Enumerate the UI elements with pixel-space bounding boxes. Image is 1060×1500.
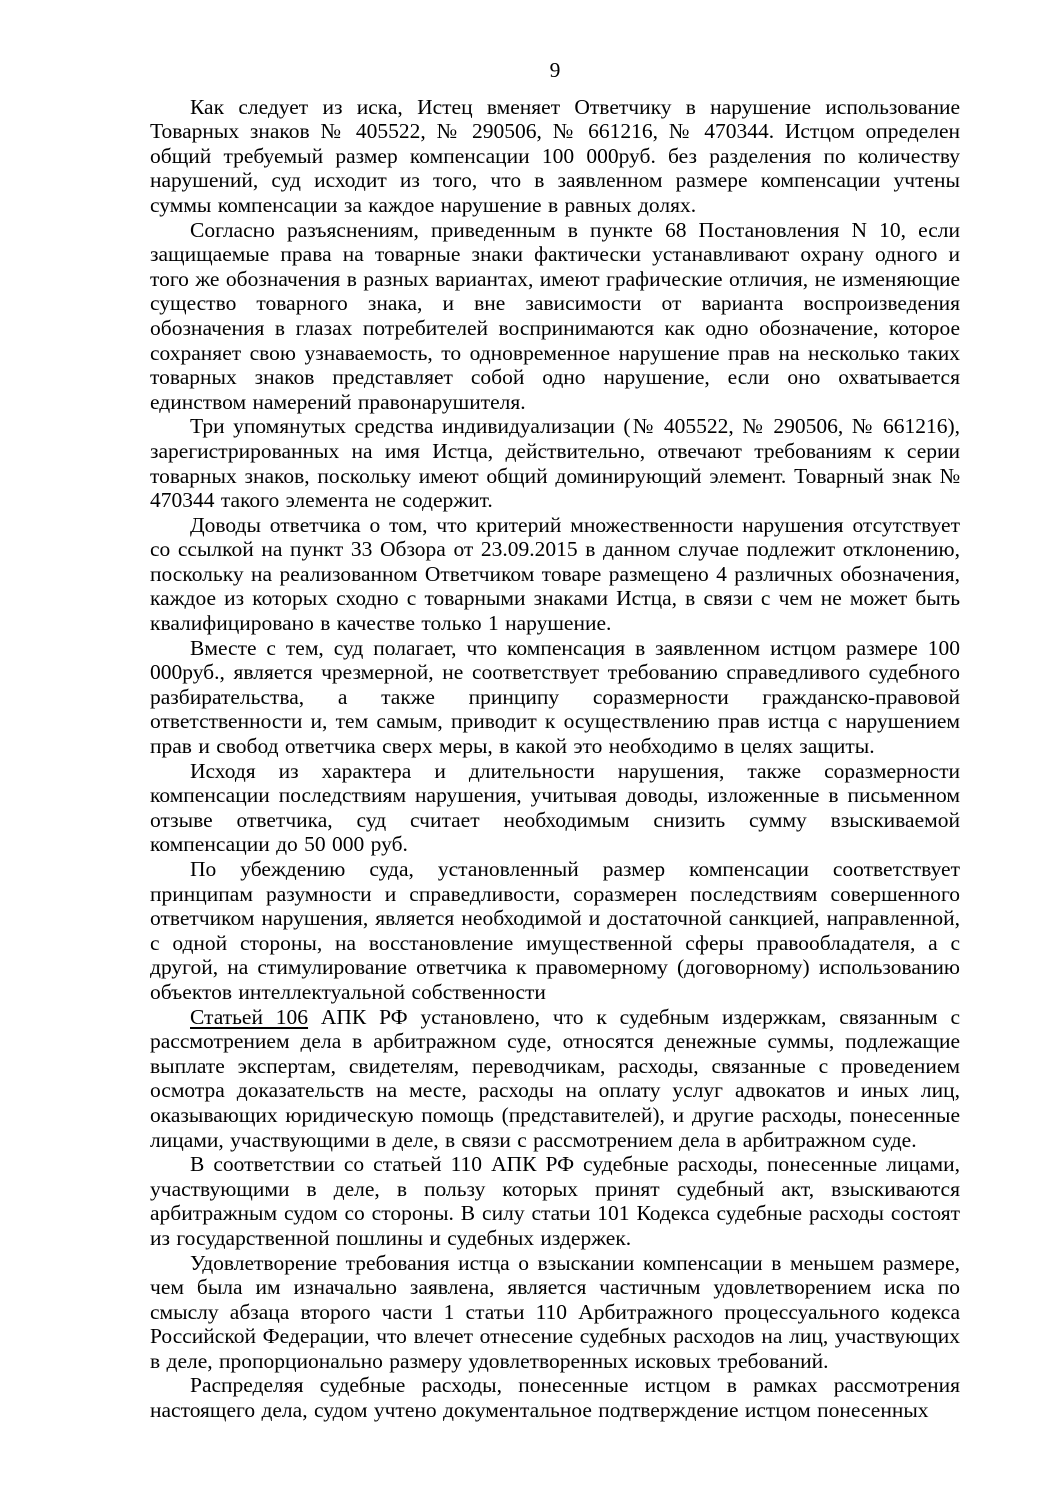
- paragraph: Как следует из иска, Истец вменяет Ответчику в нарушение использование Товарных знаков № 405522, № 290506, № 661216, № 470344. Истцом определен общий требуемый размер компенсации 100 000руб. без разделения по количеству нарушений, суд исходит из того, что в заявленном размере компенсации учтены суммы компенсации за каждое нарушение в равных долях.: [150, 94, 960, 217]
- page-number: 9: [549, 58, 561, 82]
- document-body: [150, 95, 960, 1423]
- paragraph-text: АПК РФ установлено, что к судебным издержкам, связанным с рассмотрением дела в арбитражном суде, относятся денежные суммы, подлежащие выплате экспертам, свидетелям, переводчикам, расходы, связанные с проведением осмотра доказательств на месте, расходы на оплату услуг адвокатов и иных лиц, оказывающих юридическую помощь (представителей), и другие расходы, понесенные лицами, участвующими в деле, в связи с рассмотрением дела в арбитражном суде.: [150, 1004, 960, 1152]
- paragraph: Три упомянутых средства индивидуализации (№ 405522, № 290506, № 661216), зарегистрированных на имя Истца, действительно, отвечают требованиям к серии товарных знаков, поскольку имеют общий доминирующий элемент. Товарный знак № 470344 такого элемента не содержит.: [150, 414, 960, 513]
- paragraph: Распределяя судебные расходы, понесенные истцом в рамках рассмотрения настоящего дела, судом учтено документальное подтверждение истцом понесенных: [150, 1373, 960, 1423]
- paragraph: Удовлетворение требования истца о взыскании компенсации в меньшем размере, чем была им изначально заявлена, является частичным удовлетворением иска по смыслу абзаца второго части 1 статьи 110 Арбитражного процессуального кодекса Российской Федерации, что влечет отнесение судебных расходов на лиц, участвующих в деле, пропорционально размеру удовлетворенных исковых требований.: [150, 1250, 960, 1373]
- paragraph: Доводы ответчика о том, что критерий множественности нарушения отсутствует со ссылкой на пункт 33 Обзора от 23.09.2015 в данном случае подлежит отклонению, поскольку на реализованном Ответчиком товаре размещено 4 различных обозначения, каждое из которых сходно с товарными знаками Истца, в связи с чем не может быть квалифицировано в качестве только 1 нарушение.: [150, 512, 960, 636]
- paragraph: [150, 1005, 960, 1153]
- paragraph: Согласно разъяснениям, приведенным в пункте 68 Постановления N 10, если защищаемые права на товарные знаки фактически устанавливают охрану одного и того же обозначения в разных вариантах, имеют графические отличия, не изменяющие существо товарного знака, и вне зависимости от варианта воспроизведения обозначения в глазах потребителей воспринимаются как одно обозначение, которое сохраняет свою узнаваемость, то одновременное нарушение прав на несколько таких товарных знаков представляет собой одно нарушение, если оно охватывается единством намерений правонарушителя.: [150, 217, 960, 414]
- paragraph: По убеждению суда, установленный размер компенсации соответствует принципам разумности и справедливости, соразмерен последствиям совершенного ответчиком нарушения, является необходимой и достаточной санкцией, направленной, с одной стороны, на восстановление имущественной сферы правообладателя, а с другой, на стимулирование ответчика к правомерному (договорному) использованию объектов интеллектуальной собственности: [150, 857, 960, 1004]
- paragraph: Исходя из характера и длительности нарушения, также соразмерности компенсации последствиям нарушения, учитывая доводы, изложенные в письменном отзыве ответчика, суд считает необходимым снизить сумму взыскиваемой компенсации до 50 000 руб.: [150, 758, 960, 857]
- paragraph: В соответствии со статьей 110 АПК РФ судебные расходы, понесенные лицами, участвующими в деле, в пользу которых принят судебный акт, взыскиваются арбитражным судом со стороны. В силу статьи 101 Кодекса судебные расходы состоят из государственной пошлины и судебных издержек.: [150, 1152, 960, 1250]
- underlined-statute-reference: Статьей 106: [190, 1004, 309, 1029]
- paragraph: Вместе с тем, суд полагает, что компенсация в заявленном истцом размере 100 000руб., является чрезмерной, не соответствует требованию справедливого судебного разбирательства, а также принципу соразмерности гражданско-правовой ответственности и, тем самым, приводит к осуществлению прав истца с нарушением прав и свобод ответчика сверх меры, в какой это необходимо в целях защиты.: [150, 635, 960, 759]
